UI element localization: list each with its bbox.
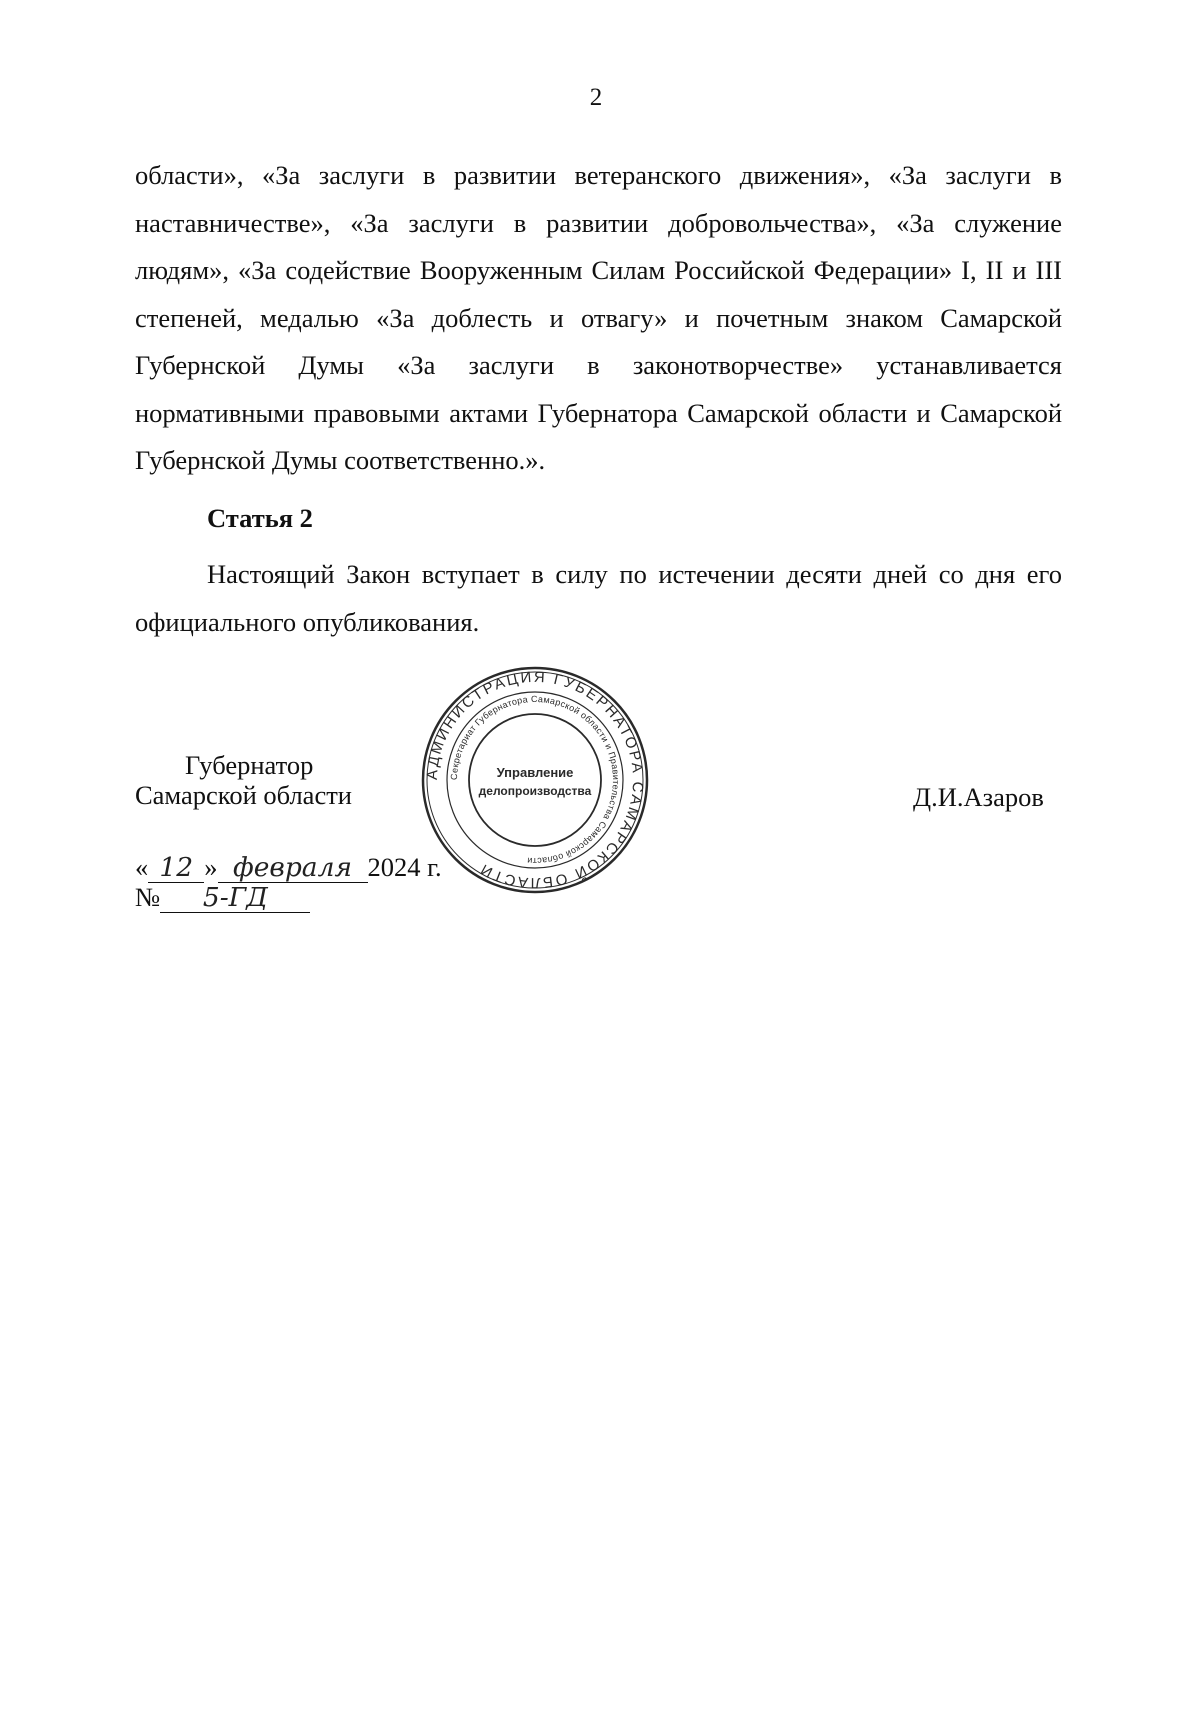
- article-text: Настоящий Закон вступает в силу по истечении десяти дней со дня его официального опубликования.: [135, 559, 1062, 637]
- number-label: №: [135, 882, 161, 912]
- date-day-handwritten: 12: [148, 854, 204, 883]
- signer-name: Д.И.Азаров: [913, 782, 1044, 812]
- seal-inner-ring: [469, 714, 601, 846]
- seal-center-line2: делопроизводства: [478, 784, 592, 798]
- signer-title-line2: Самарской области: [135, 780, 352, 810]
- date-month-handwritten: февраля: [218, 854, 368, 883]
- article-heading: Статья 2: [207, 503, 313, 533]
- signer-title-line1: Губернатор: [185, 750, 314, 780]
- seal-middle-ring: [447, 692, 623, 868]
- seal-middle-text: Секретариат Губернатора Самарской области и Правительства Самарской области: [448, 693, 622, 867]
- seal-outer-text: АДМИНИСТРАЦИЯ ГУБЕРНАТОРА САМАРСКОЙ ОБЛАСТИ: [423, 668, 647, 892]
- number-line: [135, 882, 310, 913]
- page-number: 2: [589, 84, 603, 111]
- number-value-handwritten: 5-ГД: [160, 884, 310, 913]
- date-line: [135, 852, 442, 883]
- body-paragraph: [135, 152, 1062, 485]
- date-close-quote: »: [204, 852, 218, 882]
- paragraph-text: области», «За заслуги в развитии ветеранского движения», «За заслуги в наставничестве», «За заслуги в развитии добровольчества», «За служение людям», «За содействие Вооруженным Силам Российской Федерации» I, II и III степеней, медалью «За доблесть и отвагу» и почетным знаком Самарской Губернской Думы «За заслуги в законотворчестве» устанавливается нормативными правовыми актами Губернатора Самарской области и Самарской Губернской Думы соответственно.».: [135, 160, 1062, 475]
- date-open-quote: «: [135, 852, 149, 882]
- signer-title: [135, 750, 352, 810]
- seal-center-line1: Управление: [496, 765, 574, 780]
- date-year: 2024 г.: [367, 852, 442, 882]
- official-seal: [420, 665, 650, 895]
